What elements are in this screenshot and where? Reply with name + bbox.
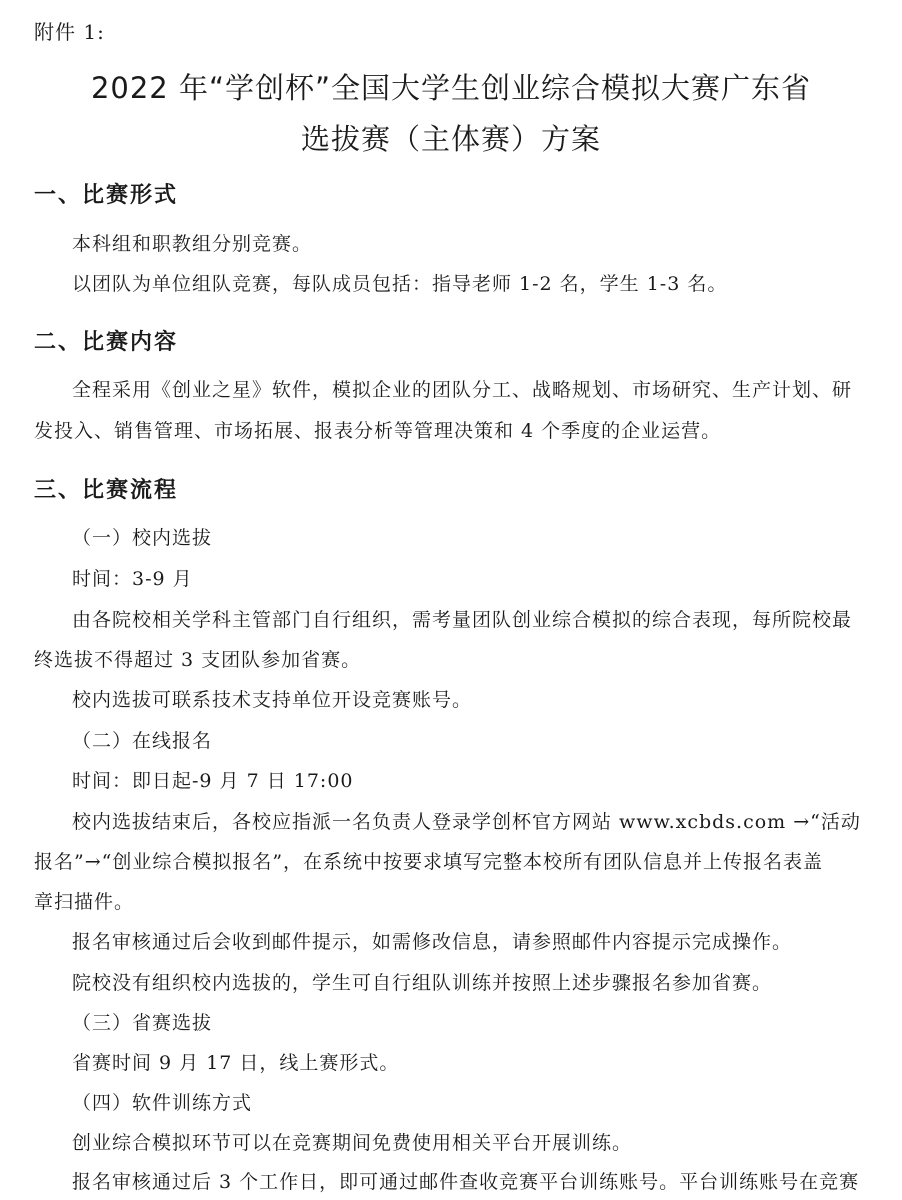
subsection-title: （二）在线报名	[72, 730, 213, 752]
paragraph-line: 全程采用《创业之星》软件，模拟企业的团队分工、战略规划、市场研究、生产计划、研	[72, 379, 853, 401]
paragraph-line: 本科组和职教组分别竞赛。	[72, 233, 313, 255]
document-title-line-2: 选拔赛（主体赛）方案	[300, 122, 601, 156]
paragraph-line: 时间：3-9 月	[72, 568, 193, 590]
paragraph-line: 由各院校相关学科主管部门自行组织，需考量团队创业综合模拟的综合表现，每所院校最	[72, 609, 853, 631]
section-heading-format: 一、比赛形式	[34, 183, 179, 208]
paragraph-line: 终选拔不得超过 3 支团队参加省赛。	[34, 649, 362, 671]
document-title-line-1: 2022 年“学创杯”全国大学生创业综合模拟大赛广东省	[90, 71, 812, 105]
section-heading-process: 三、比赛流程	[34, 478, 179, 503]
paragraph-line: 报名审核通过后会收到邮件提示，如需修改信息，请参照邮件内容提示完成操作。	[72, 931, 793, 953]
subsection-title: （四）软件训练方式	[72, 1092, 253, 1114]
paragraph-line: 时间：即日起-9 月 7 日 17:00	[72, 770, 354, 792]
paragraph-line: 创业综合模拟环节可以在竞赛期间免费使用相关平台开展训练。	[72, 1132, 633, 1154]
paragraph-line: 省赛时间 9 月 17 日，线上赛形式。	[72, 1052, 400, 1074]
section-heading-content: 二、比赛内容	[34, 330, 179, 355]
paragraph-line: 报名审核通过后 3 个工作日，即可通过邮件查收竞赛平台训练账号。平台训练账号在竞赛	[72, 1171, 860, 1193]
paragraph-line: 章扫描件。	[34, 891, 135, 913]
paragraph-line: 校内选拔可联系技术支持单位开设竞赛账号。	[72, 689, 473, 711]
paragraph-line: 以团队为单位组队竞赛，每队成员包括：指导老师 1-2 名，学生 1-3 名。	[72, 273, 728, 295]
paragraph-line: 院校没有组织校内选拔的，学生可自行组队训练并按照上述步骤报名参加省赛。	[72, 972, 773, 994]
paragraph-line: 发投入、销售管理、市场拓展、报表分析等管理决策和 4 个季度的企业运营。	[34, 420, 722, 442]
paragraph-line: 报名”→“创业综合模拟报名”，在系统中按要求填写完整本校所有团队信息并上传报名表盖	[34, 851, 824, 873]
paragraph-line: 校内选拔结束后，各校应指派一名负责人登录学创杯官方网站 www.xcbds.com →“活动	[72, 811, 861, 833]
attachment-label: 附件 1:	[34, 20, 105, 44]
subsection-title: （一）校内选拔	[72, 527, 213, 549]
subsection-title: （三）省赛选拔	[72, 1012, 213, 1034]
